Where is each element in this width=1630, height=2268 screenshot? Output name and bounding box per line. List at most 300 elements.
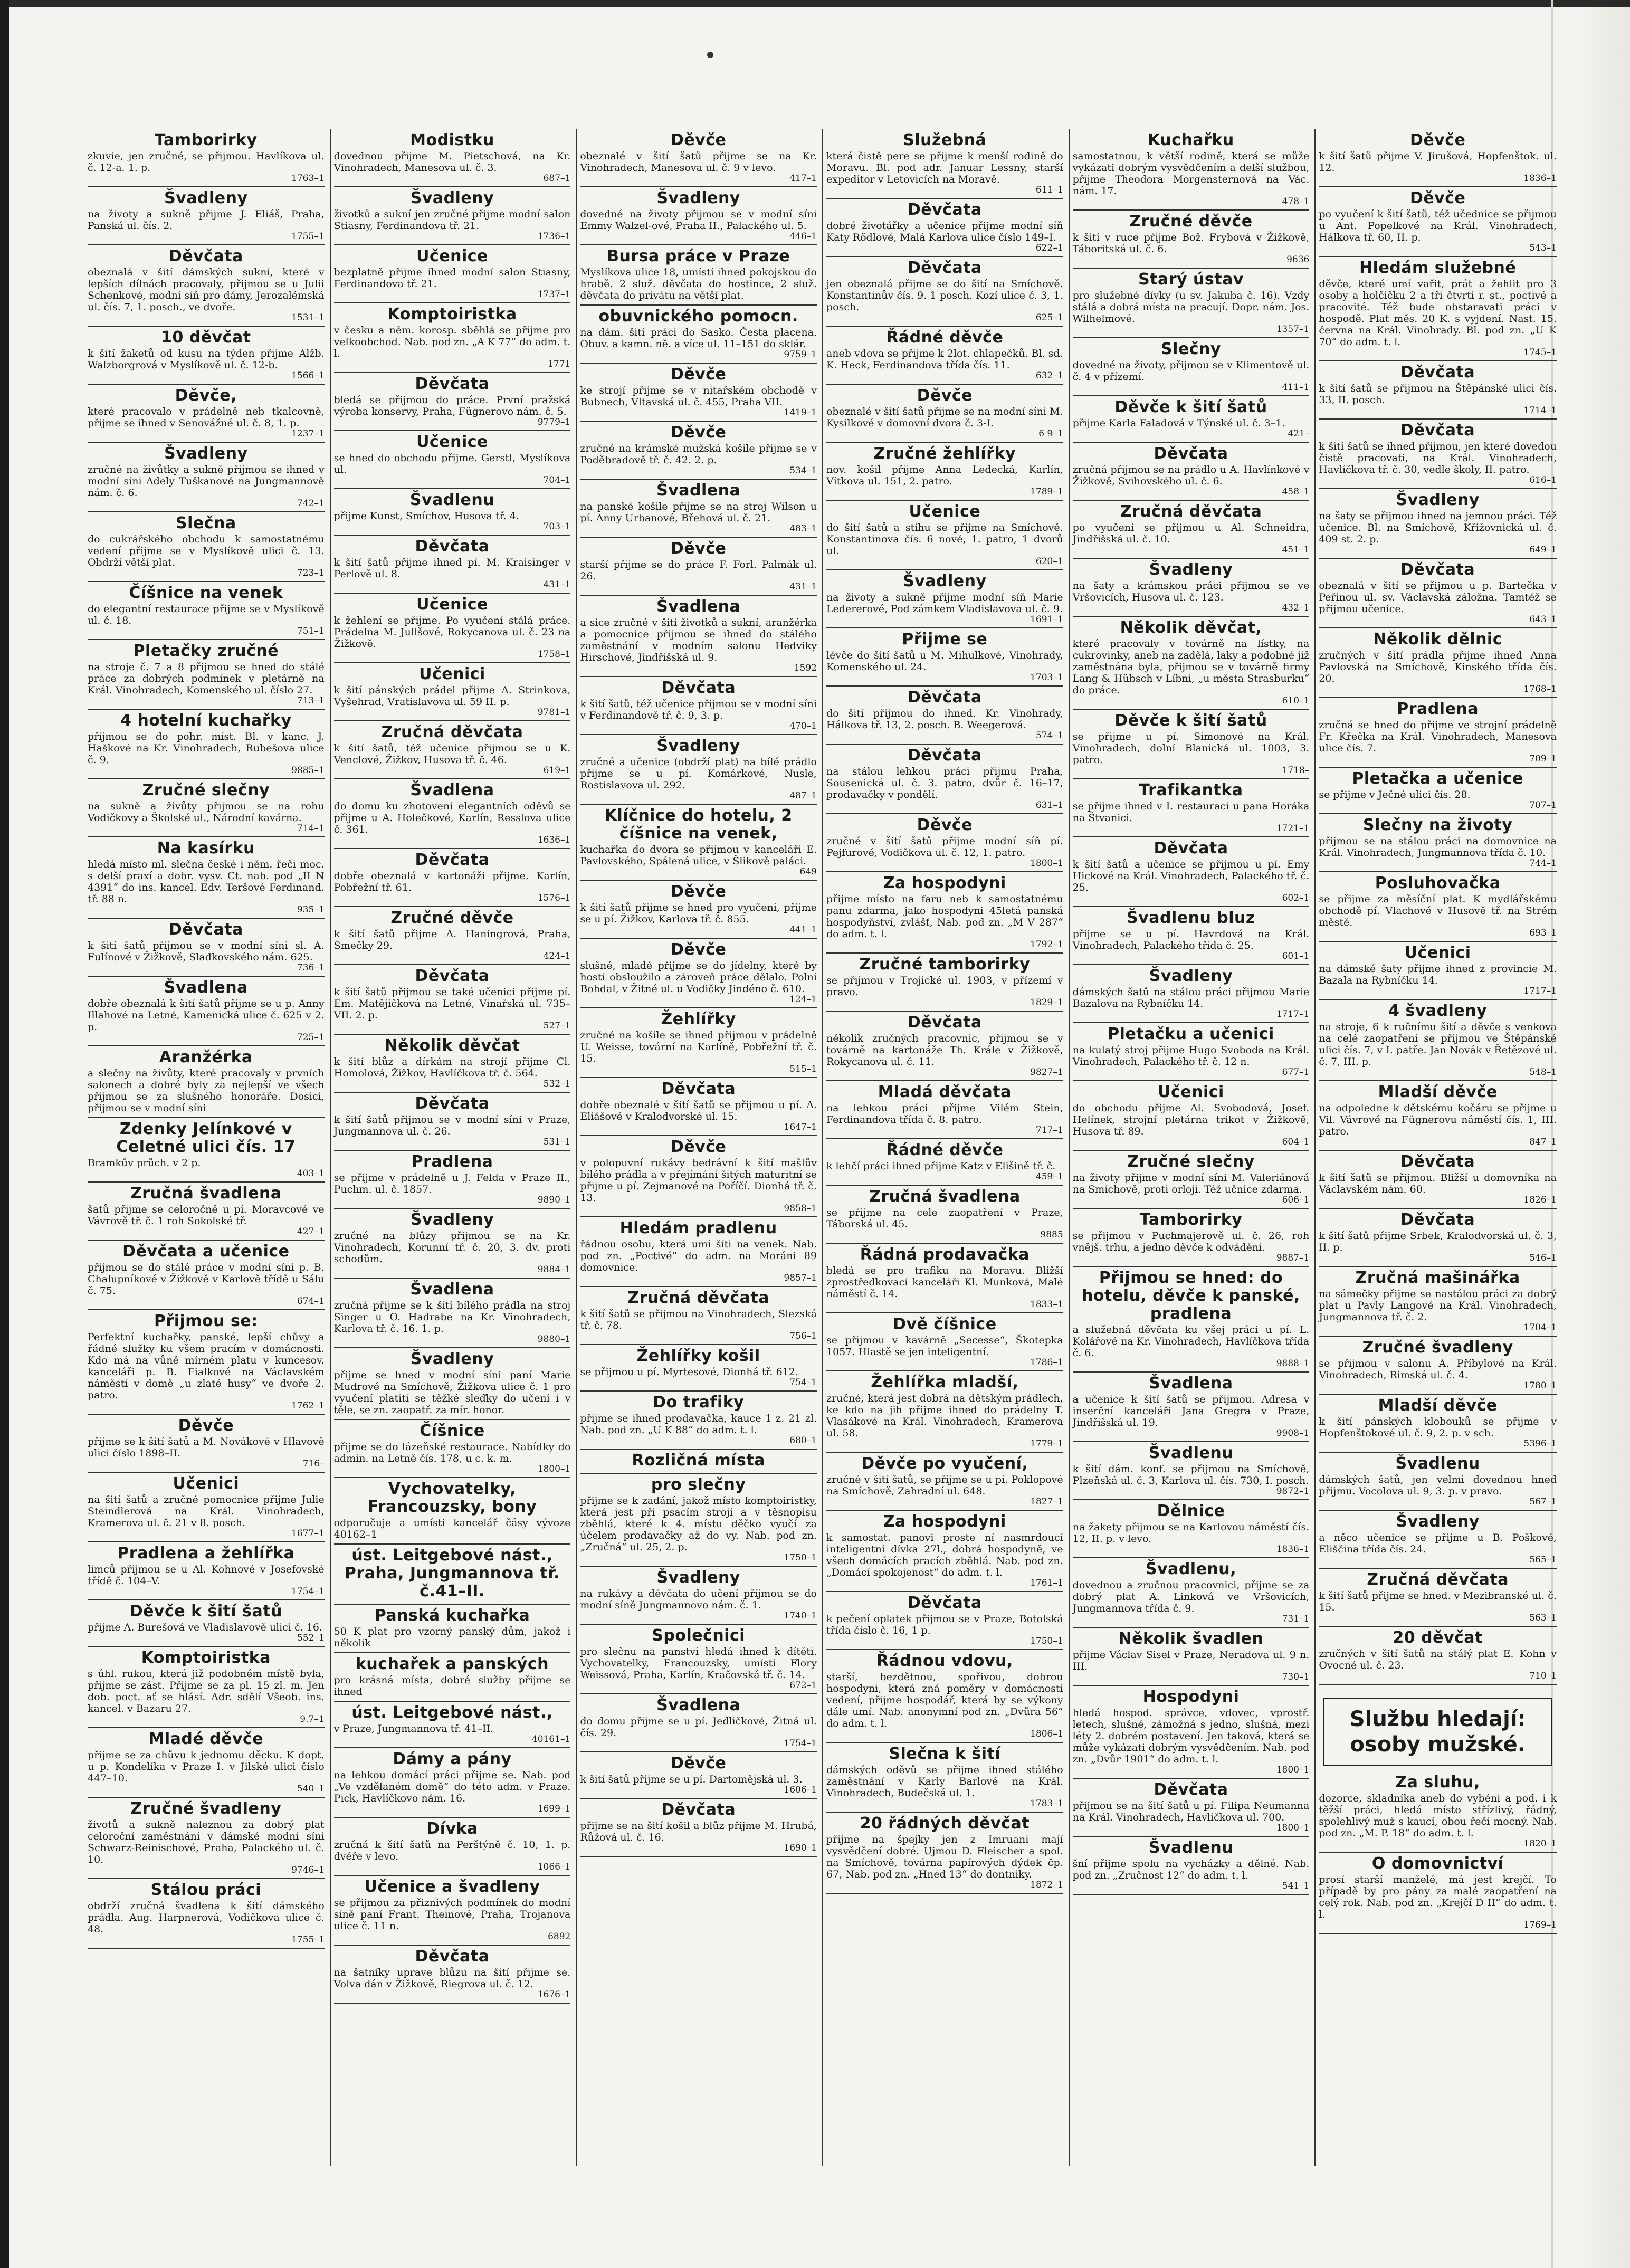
ad-title: úst. Leitgebové nást., — [351, 1703, 553, 1722]
ad-reference-code: 9885–1 — [291, 765, 325, 776]
ad-body: šní přijme spolu na vycházky a dělné. Nab. pod zn. „Zručnost 12“ do adm. t. l. — [1072, 1858, 1310, 1881]
ad-reference-code: 1758–1 — [537, 649, 571, 660]
classified-grid — [84, 129, 1562, 2166]
classified-ad — [1319, 942, 1557, 1000]
classified-ad — [580, 805, 817, 881]
classified-ad — [826, 327, 1063, 385]
ad-reference-code: 610–1 — [1282, 695, 1310, 706]
ad-title: Učenice a švadleny — [364, 1878, 540, 1896]
ad-title: Děvče k šití šatů — [129, 1602, 282, 1621]
ad-body: přijme se k zadání, jakož místo komptoiristky, která jest při psacím strojí a v těsnopisu zběhlá, které k 4. místu děčko vyučí za účelem prodavačky až do vy. Nab. pod zn. „Zručná“ ul. 25, 2. p. — [580, 1495, 817, 1553]
ad-reference-code: 714–1 — [297, 823, 325, 834]
ad-reference-code: 546–1 — [1529, 1253, 1557, 1263]
ad-title: Švadlena — [656, 481, 741, 500]
ad-reference-code: 1566–1 — [291, 370, 325, 381]
ad-reference-code: 9779–1 — [537, 417, 571, 427]
ad-title: Švadleny — [1149, 967, 1233, 985]
ad-title: Zručné tamborirky — [859, 955, 1031, 974]
classified-ad — [580, 306, 817, 364]
ad-body: řádnou osobu, která umí šíti na venek. Nab. pod zn. „Poctivé“ do adm. na Moráni 89 domovnice. — [580, 1238, 817, 1273]
column-3 — [577, 129, 823, 2166]
classified-ad — [580, 129, 817, 187]
ad-body: zručná se hned do přijme ve strojní prádelně Fr. Křečka na Král. Vinohradech, Manesova ulice čís. 7. — [1319, 719, 1557, 754]
ad-reference-code: 649 — [799, 866, 817, 877]
ad-reference-code: 9890–1 — [537, 1195, 571, 1205]
classified-ad — [1073, 269, 1310, 338]
ad-title: Slečna k šití — [889, 1745, 1001, 1763]
ad-reference-code: 1829–1 — [1030, 997, 1063, 1008]
ad-title: Za hospodyni — [883, 874, 1006, 892]
classified-ad — [88, 129, 325, 187]
ad-title: Dělnice — [1157, 1502, 1225, 1520]
classified-ad — [826, 872, 1063, 954]
ad-title: Slečna — [176, 514, 236, 532]
classified-ad — [334, 431, 571, 489]
classified-ad — [826, 129, 1063, 199]
ad-title: Švadleny — [410, 1350, 494, 1368]
ad-title: Zručná děvčata — [381, 723, 523, 741]
ad-title: Švadleny — [656, 737, 740, 755]
ad-body: přijme na špejky jen z Imruani mají vysvědčení dobré. Ujmou D. Fleischer a spol. na Smíchově, továrna papírových dýdek čp. 67, Nab. pod zn. „Hned 13“ do dontniky. — [826, 1834, 1063, 1880]
classified-ad — [1073, 1023, 1310, 1081]
ad-title: Děvče — [670, 1138, 727, 1156]
ad-title: Kuchařku — [1148, 131, 1234, 149]
ad-title: Zručná děvčata — [1367, 1570, 1509, 1589]
ad-body: se přijme na cele zaopatření v Praze, Táborská ul. 45. — [826, 1207, 1063, 1230]
ad-body: životů a sukně naleznou za dobrý plat celoroční zaměstnání v dámské modní síni Schwarz-Reinischové, Praha, Palackého ul. č. 10. — [88, 1819, 325, 1865]
ad-reference-code: 1745–1 — [1523, 347, 1557, 358]
ad-body: které pracovaly v továrně na lístky, na cukrovinky, aneb na zadělá, laky a podobné již zaměstnána byla, přijmou se v továrně firmy Lang & Hübsch v Líbni, „u města Strasburku“ do práce. — [1072, 638, 1310, 696]
classified-ad — [1319, 187, 1557, 257]
ad-body: na životy přijme v modní síni M. Valeriánová na Smíchově, proti orloji. Též učnice zdarma. — [1072, 1172, 1310, 1195]
ad-reference-code: 1714–1 — [1523, 405, 1557, 416]
ad-body: dozorce, skladníka aneb do vybéni a pod. i k těžší práci, hledá místo střízlivý, řádný, spolehlivý muž s kaucí, obou řečí mocný. Nab. pod zn. „M. P. 18“ do adm. t. l. — [1319, 1793, 1557, 1839]
ad-body: k šití šatů přijme se hned. v Mezibranské ul. č. 15. — [1319, 1590, 1557, 1613]
ad-title: Děvčata — [907, 746, 982, 765]
classified-ad — [826, 443, 1063, 501]
classified-ad — [826, 1511, 1063, 1592]
classified-ad — [1073, 443, 1310, 501]
classified-ad — [826, 1186, 1063, 1244]
ad-body: k šití šatů se přijmou na Štěpánské ulici čís. 33, II. posch. — [1319, 383, 1557, 406]
ad-body: na šatníky uprave blůzu na šití přijme se. Volva dán v Žižkově, Riegrova ul. č. 12. — [333, 1967, 571, 1990]
ad-title: Švadlena — [1149, 1374, 1233, 1393]
ad-body: k šití blůz a dírkám na strojí přijme Cl. Homolová, Žižkov, Havlíčkova tř. č. 564. — [333, 1056, 571, 1079]
ad-body: přijme se za chůvu k jednomu děcku. K dopt. u p. Kondelíka v Praze I. v Jilské ulici číslo 447–10. — [88, 1749, 325, 1784]
ad-reference-code: 1779–1 — [1030, 1438, 1063, 1449]
classified-ad — [826, 814, 1063, 872]
ad-title: O domovnictví — [1371, 1854, 1504, 1873]
ad-body: starší, bezdětnou, spořivou, dobrou hospodyni, která zná poměry v domácnosti vedení, přijme hospodář, která by se výkony dále umí. Nab. anonymní pod zn. „Dvůra 56“ do adm. t. l. — [826, 1671, 1063, 1729]
classified-ad — [334, 129, 571, 187]
ad-body: pro služebné dívky (u sv. Jakuba č. 16). Vzdy stálá a dobrá místa na pracují. Dopr. nám. Jos. Wilhelmové. — [1072, 290, 1310, 325]
classified-ad — [88, 512, 325, 582]
ad-body: k šití dám. konf. se přijmou na Smíchově, Plzeňská ul. č. 3, Karlova ul. čís. 730, I. posch. — [1072, 1463, 1310, 1486]
ad-body: zručná přijme se k šití bílého prádla na stroj Singer u O. Hadrabe na Kr. Vinohradech, Karlova tř. č. 16. 1. p. — [333, 1300, 571, 1335]
ad-body: k šití šatů přijme V. Jirušová, Hopfenštok. ul. 12. — [1319, 150, 1557, 174]
classified-ad — [580, 1799, 817, 1857]
ad-body: zručné v šití šatů, se přijme se u pí. Poklopové na Smíchově, Zahradní ul. 648. — [826, 1474, 1063, 1497]
ad-reference-code: 716– — [302, 1459, 325, 1469]
ad-reference-code: 680–1 — [789, 1435, 817, 1446]
ad-reference-code: 693–1 — [1529, 928, 1557, 938]
ad-title: Děvčata — [661, 1800, 736, 1819]
classified-ad — [1073, 338, 1310, 396]
classified-ad — [826, 1313, 1063, 1371]
ad-reference-code: 9827–1 — [1030, 1067, 1063, 1078]
ad-reference-code: 9636 — [1286, 254, 1310, 265]
ad-title: Číšnice — [420, 1422, 485, 1440]
ad-reference-code: 1806–1 — [1030, 1729, 1063, 1739]
ad-body: šatů přijme se celoročně u pí. Moravcové ve Vávrově tř. č. 1 roh Sokolské tř. — [88, 1204, 325, 1227]
classified-ad — [334, 1876, 571, 1946]
ad-body: dámských šatů, jen velmi dovednou hned přijmu. Vocolova ul. 9, 3. p. v pravo. — [1319, 1474, 1557, 1497]
ad-title: obuvnického pomocn. — [598, 307, 798, 326]
classified-ad — [826, 1743, 1063, 1813]
ad-title: Děvčata — [907, 688, 982, 707]
ad-reference-code: 1800–1 — [537, 1464, 571, 1474]
ad-reference-code: 672–1 — [789, 1680, 817, 1691]
ad-reference-code: 619–1 — [543, 765, 571, 776]
ad-reference-code: 631–1 — [1035, 800, 1063, 811]
ad-body: se přijme v prádelně u J. Felda v Praze II., Puchm. ul. č. 1857. — [333, 1172, 571, 1195]
ad-reference-code: 1237–1 — [291, 428, 325, 439]
page-edge-top — [0, 0, 1630, 7]
classified-ad — [88, 1728, 325, 1798]
classified-ad — [1073, 965, 1310, 1023]
ad-reference-code: 687–1 — [543, 173, 571, 184]
ad-title: Učenice — [416, 247, 488, 265]
classified-ad — [1319, 420, 1557, 489]
ad-title: Děvčata — [1400, 1211, 1475, 1229]
ad-title: 20 řádných děvčat — [860, 1814, 1030, 1833]
ad-body: k šití šatů, též učenice přijmou se u K. Venclové, Žižkov, Husova tř. č. 46. — [333, 742, 571, 766]
ad-title: Švadlena — [656, 1696, 741, 1714]
ad-body: bledá se přijmou do práce. První pražská výroba konservy, Praha, Fügnerovo nám. č. 5. — [333, 394, 571, 417]
ad-reference-code: 1690–1 — [784, 1843, 817, 1853]
ad-reference-code: 1357–1 — [1276, 324, 1310, 335]
ad-body: k šití pánských prádel přijme A. Strinkova, Vyšehrad, Vratislavova ul. 59 II. p. — [333, 684, 571, 708]
ad-body: zručné, která jest dobrá na dětským prádlech, ke kdo na jih přijme ihned do prádelny T. Vlasákové na Král. Vinohradech, Kramerova ul. 58. — [826, 1393, 1063, 1439]
classified-ad — [1073, 1267, 1310, 1373]
ad-body: dobré životářky a učenice přijme modní síň Katy Rödlové, Malá Karlova ulice číslo 149–I. — [826, 220, 1063, 243]
ad-reference-code: 709–1 — [1529, 754, 1557, 764]
ad-reference-code: 427–1 — [297, 1226, 325, 1237]
ad-title: Děvče — [178, 1416, 234, 1435]
ad-title: Děvčata a učenice — [122, 1242, 290, 1261]
ad-reference-code: 552–1 — [297, 1633, 325, 1643]
ad-title: Zručná děvčata — [627, 1289, 770, 1307]
classified-ad — [1073, 907, 1310, 965]
ad-body: přijme A. Burešová ve Vladislavově ulici č. 16. — [88, 1622, 322, 1633]
ad-body: na rukávy a děvčata do učení přijmou se do modní síně Jungmannovo nám. č. 1. — [580, 1588, 817, 1611]
classified-ad — [88, 779, 325, 837]
ad-title: Děvčata — [415, 537, 490, 556]
ad-title: Učenici — [1158, 1083, 1224, 1101]
ad-body: se hned do obchodu přijme. Gerstl, Myslíkova ul. — [333, 452, 571, 475]
classified-ad — [580, 1287, 817, 1345]
ad-body: zkuvie, jen zručné, se přijmou. Havlíkova ul. č. 12-a. 1. p. — [88, 150, 325, 174]
ad-body: přijme se k šití šatů a M. Novákové v Hlavově ulici číslo 1898–II. — [88, 1436, 325, 1459]
ad-reference-code: 1721–1 — [1276, 823, 1310, 834]
ad-body: zručné na košile se ihned přijmou v prádelně U. Weisse, tovární na Karlíně, Pobřežní tř. č. 15. — [580, 1030, 817, 1064]
ad-body: lévče do šití šatů u M. Mihulkové, Vinohrady, Komenského ul. 24. — [826, 650, 1063, 673]
classified-ad — [1319, 1511, 1557, 1569]
classified-ad — [1073, 710, 1310, 779]
classified-ad — [334, 1818, 571, 1876]
classified-ad — [580, 1136, 817, 1217]
ad-reference-code: 446–1 — [789, 231, 817, 242]
ad-reference-code: 424–1 — [543, 951, 571, 961]
ad-body: na šití šatů a zručné pomocnice přijme Julie Steindlerová na Král. Vinohradech, Kramerova ul. č. 21 v 8. posch. — [88, 1494, 325, 1529]
ad-body: přijme se na šití košil a blůz přijme M. Hrubá, Růžová ul. č. 16. — [580, 1820, 817, 1843]
ad-title: Děvče — [670, 423, 727, 442]
ad-reference-code: 9857–1 — [784, 1273, 817, 1283]
ad-title: Švadleny — [1396, 491, 1480, 509]
ad-reference-code: 1737–1 — [537, 289, 571, 300]
classified-ad — [1319, 1151, 1557, 1209]
ad-reference-code: 1833–1 — [1030, 1299, 1063, 1310]
classified-ad — [88, 582, 325, 640]
classified-ad — [1073, 1373, 1310, 1442]
classified-ad — [88, 1473, 325, 1542]
classified-ad — [1073, 129, 1310, 211]
ad-reference-code: 1636–1 — [537, 835, 571, 845]
ad-reference-code: 1786–1 — [1030, 1357, 1063, 1368]
classified-ad — [334, 1545, 571, 1605]
ad-title: Starý ústav — [1138, 270, 1244, 289]
ad-body: dovedné na životy, přijmou se v Klimentově ul. č. 4 v přízemí. — [1072, 359, 1310, 383]
ad-body: do cukrářského obchodu k samostatnému vedení přijme se v Myslíkově ulici č. 13. Obdrží větší plat. — [88, 533, 325, 568]
ad-body: k lehčí práci ihned přijme Katz v Elišině tř. č. — [826, 1160, 1056, 1172]
ad-body: přijmou se do pohr. míst. Bl. v kanc. J. Haškové na Kr. Vinohradech, Rubešova ulice č. 9. — [88, 731, 325, 766]
ad-body: zručné na krámské mužská košile přijme se v Poděbradově tř. č. 42. 2. p. — [580, 443, 817, 466]
classified-ad — [334, 1420, 571, 1478]
ad-title: Modistku — [410, 131, 494, 149]
ad-reference-code: 1419–1 — [784, 407, 817, 418]
ad-reference-code: 540–1 — [297, 1784, 325, 1794]
ad-reference-code: 1771 — [548, 359, 571, 369]
ad-body: která čistě pere se přijme k menší rodině do Moravu. Bl. pod adr. Januar Lessny, starší expeditor v Letovicích na Moravě. — [826, 150, 1063, 185]
ad-reference-code: 1704–1 — [1523, 1322, 1557, 1333]
ad-title: Švadleny — [164, 189, 248, 207]
ad-reference-code: 725–1 — [297, 1032, 325, 1043]
ad-title: Švadlena — [410, 781, 494, 799]
ad-body: přijme Kunst, Smíchov, Husova tř. 4. — [333, 510, 519, 522]
classified-ad — [826, 1453, 1063, 1511]
classified-ad — [826, 1592, 1063, 1650]
ad-body: do domu přijme se u pí. Jedličkové, Žitná ul. čís. 29. — [580, 1716, 817, 1739]
ad-body: k šití šatů přijmou se v modní síni v Praze, Jungmannova ul. č. 26. — [333, 1114, 571, 1137]
ad-body: se přijme ihned v I. restauraci u pana Horáka na Štvanici. — [1072, 801, 1310, 824]
classified-ad — [1073, 501, 1310, 559]
classified-ad — [1073, 1081, 1310, 1151]
ad-reference-code: 1800–1 — [1276, 1765, 1310, 1775]
ad-reference-code: 9.7–1 — [300, 1714, 325, 1724]
ad-body: zručných v šití šatů na stálý plat E. Kohn v Ovocné ul. č. 23. — [1319, 1648, 1557, 1671]
ad-body: k šití v ruce přijme Bož. Frybová v Žižkově, Táboritská ul. č. 6. — [1072, 232, 1310, 255]
classified-ad — [334, 907, 571, 965]
classified-ad — [826, 1244, 1063, 1313]
ad-title: Učenice — [909, 502, 981, 521]
ad-body: na životy a sukně přijme J. Eliáš, Praha, Panská ul. čís. 2. — [88, 208, 325, 232]
ad-body: v polopuvní rukávy bedrávní k šití mašlův bílého prádla a v přejímání šitých maturitní se přijme u pí. Zejmanové na Poříčí. Dionhá tř. č. 13. — [580, 1157, 817, 1204]
classified-ad — [1319, 1771, 1557, 1853]
ad-title: Švadlenu bluz — [1127, 909, 1255, 927]
ad-body: dovedné na životy přijmou se v modní síni Emmy Walzel-ové, Praha II., Palackého ul. 5. — [580, 208, 817, 232]
ad-title: Tamborirky — [155, 131, 258, 149]
ad-title: Děvčata — [168, 920, 243, 939]
ad-reference-code: 9888–1 — [1276, 1358, 1310, 1369]
classified-ad — [88, 977, 325, 1046]
ad-reference-code: 742–1 — [297, 498, 325, 509]
ad-title: 20 děvčat — [1393, 1628, 1483, 1647]
classified-ad — [88, 1118, 325, 1183]
ad-body: na lehkou domácí práci přijme se. Nab. pod „Ve vzdělaném domě“ do této adm. v Praze. Pick, Havlíčkovo nám. 16. — [333, 1769, 571, 1804]
classified-ad — [1073, 837, 1310, 907]
classified-ad — [88, 1310, 325, 1415]
ad-title: Několik dělnic — [1373, 630, 1502, 649]
ad-title: Zručné žehlířky — [873, 444, 1016, 463]
classified-ad — [826, 501, 1063, 570]
ad-reference-code: 9872–1 — [1276, 1486, 1310, 1497]
ad-body: se přijme za měsíční plat. K mydlářskému obchodě pí. Vlachové v Husově tř. na Strém městě. — [1319, 893, 1557, 928]
ad-body: na žakety přijmou se na Karlovou náměstí čís. 12, II. p. v levo. — [1072, 1521, 1310, 1545]
ad-reference-code: 602–1 — [1282, 893, 1310, 903]
ad-body: dovednou a zručnou pracovnici, přijme se za dobrý plat A. Linková ve Vršovicích, Jungmannova třída č. 9. — [1072, 1579, 1310, 1614]
ad-body: ke strojí přijme se v nitařském obchodě v Bubnech, Vltavská ul. č. 455, Praha VII. — [580, 385, 817, 408]
classified-ad — [1073, 1779, 1310, 1837]
ad-body: k šití šatů přijme se hned pro vyučení, přijme se u pí. Žižkov, Karlova tř. č. 855. — [580, 902, 817, 925]
ad-body: zručné v šití šatů přijme modní síň pí. Pejfurové, Vodičkova ul. č. 12, 1. patro. — [826, 835, 1063, 859]
ad-body: přijmou se do stálé práce v modní síni p. B. Chalupníkové v Žižkově v Karlově třídě u Sálu č. 75. — [88, 1262, 325, 1297]
classified-ad — [1319, 768, 1557, 814]
section-heading-box: Službu hledají: osoby mužské. — [1323, 1698, 1552, 1766]
classified-ad — [88, 443, 325, 512]
classified-ad — [334, 779, 571, 849]
ad-title: Pletačka a učenice — [1352, 769, 1523, 788]
ad-body: přijme se u pí. Havrdová na Král. Vinohradech, Palackého třída č. 25. — [1072, 928, 1310, 951]
ad-reference-code: 9908–1 — [1276, 1428, 1310, 1438]
ad-body: přijme se do lázeňské restaurace. Nabídky do admin. na Letně čís. 178, u c. k. m. — [333, 1441, 571, 1464]
classified-ad — [334, 245, 571, 303]
ad-reference-code: 9884–1 — [537, 1264, 571, 1275]
classified-ad — [88, 385, 325, 443]
ad-body: k šití šatů přijme Srbek, Kralodvorská ul. č. 3, II. p. — [1319, 1230, 1557, 1253]
ad-reference-code: 9759–1 — [784, 349, 817, 360]
ad-reference-code: 1836–1 — [1523, 173, 1557, 184]
ad-body: zručné na blůzy přijmou se na Kr. Vinohradech, Korunní tř. č. 20, 3. dv. proti schodům. — [333, 1230, 571, 1265]
ad-reference-code: 9880–1 — [537, 1334, 571, 1345]
ad-reference-code: 6892 — [548, 1931, 571, 1942]
ad-body: na stroje, 6 k ručnímu šití a děvče s venkova na celé zaopatření se přijmou ve Štěpánské ulici čís. 7, v I. patře. Jan Novák v Řetězové ul. č. 7, III. p. — [1319, 1021, 1557, 1068]
classified-ad — [1319, 1337, 1557, 1395]
ad-title: Posluhovačka — [1375, 874, 1501, 892]
ad-title: Děvče k šití šatů — [1114, 711, 1267, 730]
ad-title: Pradlena — [411, 1152, 493, 1171]
ad-title: kuchařek a panských — [355, 1655, 549, 1673]
ad-title: Děvčata — [415, 851, 490, 869]
ad-reference-code: 563–1 — [1529, 1613, 1557, 1623]
ad-title: Zručné děvče — [1129, 212, 1253, 231]
ad-reference-code: 1531–1 — [291, 312, 325, 323]
classified-ad — [88, 640, 325, 710]
ad-body: do šití přijmou do ihned. Kr. Vinohrady, Hálkova tř. 13, 2. posch. B. Weegerová. — [826, 708, 1063, 731]
classified-ad — [1319, 257, 1557, 361]
ad-reference-code: 731–1 — [1282, 1614, 1310, 1624]
ad-reference-code: 411–1 — [1282, 382, 1310, 393]
ad-reference-code: 1576–1 — [537, 893, 571, 903]
column-5 — [1070, 129, 1316, 2166]
classified-ad — [334, 849, 571, 907]
ad-body: přijme místo na faru neb k samostatnému panu zdarma, jako hospodyni 45letá panská hospodyňství, zvlášť, Nab. pod zn. „M V 287“ do adm. t. l. — [826, 893, 1063, 940]
ad-title: Přijme se — [902, 630, 988, 649]
ad-reference-code: 441–1 — [789, 925, 817, 935]
classified-ad — [1319, 1853, 1557, 1934]
classified-ad — [334, 1702, 571, 1748]
ad-reference-code: 432–1 — [1282, 603, 1310, 613]
ad-reference-code: 717–1 — [1035, 1125, 1063, 1136]
classified-ad — [1073, 1442, 1310, 1500]
ad-reference-code: 1717–1 — [1276, 1009, 1310, 1019]
ad-title: Zručná mašinářka — [1355, 1269, 1520, 1287]
ad-title: Děvče — [1409, 131, 1466, 149]
ad-body: dobře obeznalá k šití šatů přijme se u p. Anny Illahové na Letné, Kamenická ulice č. 625 v 2. p. — [88, 998, 325, 1033]
ad-body: po vyučení k šití šatů, též učednice se přijmou u Ant. Popelkové na Král. Vinohradech, Hálkova tř. 60, II. p. — [1319, 208, 1557, 243]
ad-body: limců přijmou se u Al. Kohnové v Josefovské třídě č. 104–V. — [88, 1564, 325, 1587]
classified-ad — [1073, 1686, 1310, 1779]
ad-title: Přijmou se: — [154, 1312, 258, 1330]
ad-reference-code: 1647–1 — [784, 1122, 817, 1132]
classified-ad — [1073, 396, 1310, 443]
ad-title: Do trafiky — [653, 1393, 745, 1412]
ad-reference-code: 1792–1 — [1030, 939, 1063, 950]
classified-ad — [334, 489, 571, 536]
ad-title: Děvčata — [907, 201, 982, 219]
ad-reference-code: 1676–1 — [537, 1989, 571, 2000]
classified-ad — [580, 677, 817, 735]
classified-ad — [334, 1748, 571, 1818]
classified-ad — [1073, 779, 1310, 837]
ad-body: na šaty a krámskou práci přijmou se ve Vršovicích, Husova ul. č. 123. — [1072, 580, 1310, 603]
ad-body: na stálou lehkou práci přijmu Praha, Sousenická ul. č. 3. patro, dvůr č. 16–17, prodavačky v pondělí. — [826, 766, 1063, 801]
classified-ad — [88, 1183, 325, 1241]
ad-body: jen obeznalá přijme se do šití na Smíchově. Konstantinův čís. 9. 1 posch. Kozí ulice č. 3, 1. posch. — [826, 278, 1063, 313]
ad-body: samostatnou, k větší rodině, která se může vykázati dobrým vysvědčením a delší službou, přijme Theodora Morgensternová na Vác. nám. 17. — [1072, 150, 1310, 197]
classified-ad — [1073, 1628, 1310, 1686]
classified-ad — [88, 919, 325, 977]
ad-title: Přijmou se hned: do hotelu, děvče k panské, pradlena — [1082, 1269, 1300, 1323]
classified-ad — [1319, 1209, 1557, 1267]
ad-title: Děvčata — [1400, 560, 1475, 579]
ad-reference-code: 1789–1 — [1030, 487, 1063, 497]
ad-title: Švadleny — [410, 189, 494, 207]
ad-reference-code: 1606–1 — [784, 1785, 817, 1795]
classified-ad — [334, 1348, 571, 1420]
ad-reference-code: 1836–1 — [1276, 1544, 1310, 1555]
ad-reference-code: 1762–1 — [291, 1400, 325, 1411]
classified-ad — [580, 1008, 817, 1078]
ad-reference-code: 847–1 — [1529, 1137, 1557, 1147]
ad-body: obeznalé v šití šatů přijme se na Kr. Vinohradech, Manesova ul. č. 9 v levo. — [580, 150, 817, 174]
ad-title: Děvčata — [168, 247, 243, 265]
ad-reference-code: 9887–1 — [1276, 1253, 1310, 1263]
ad-title: Švadleny — [164, 444, 248, 463]
ad-reference-code: 1066–1 — [537, 1862, 571, 1872]
ad-body: k šití šatů se přijmou na Vinohradech, Slezská tř. č. 78. — [580, 1308, 817, 1331]
ad-title: Děvče — [670, 131, 727, 149]
ad-reference-code: 1826–1 — [1523, 1195, 1557, 1205]
